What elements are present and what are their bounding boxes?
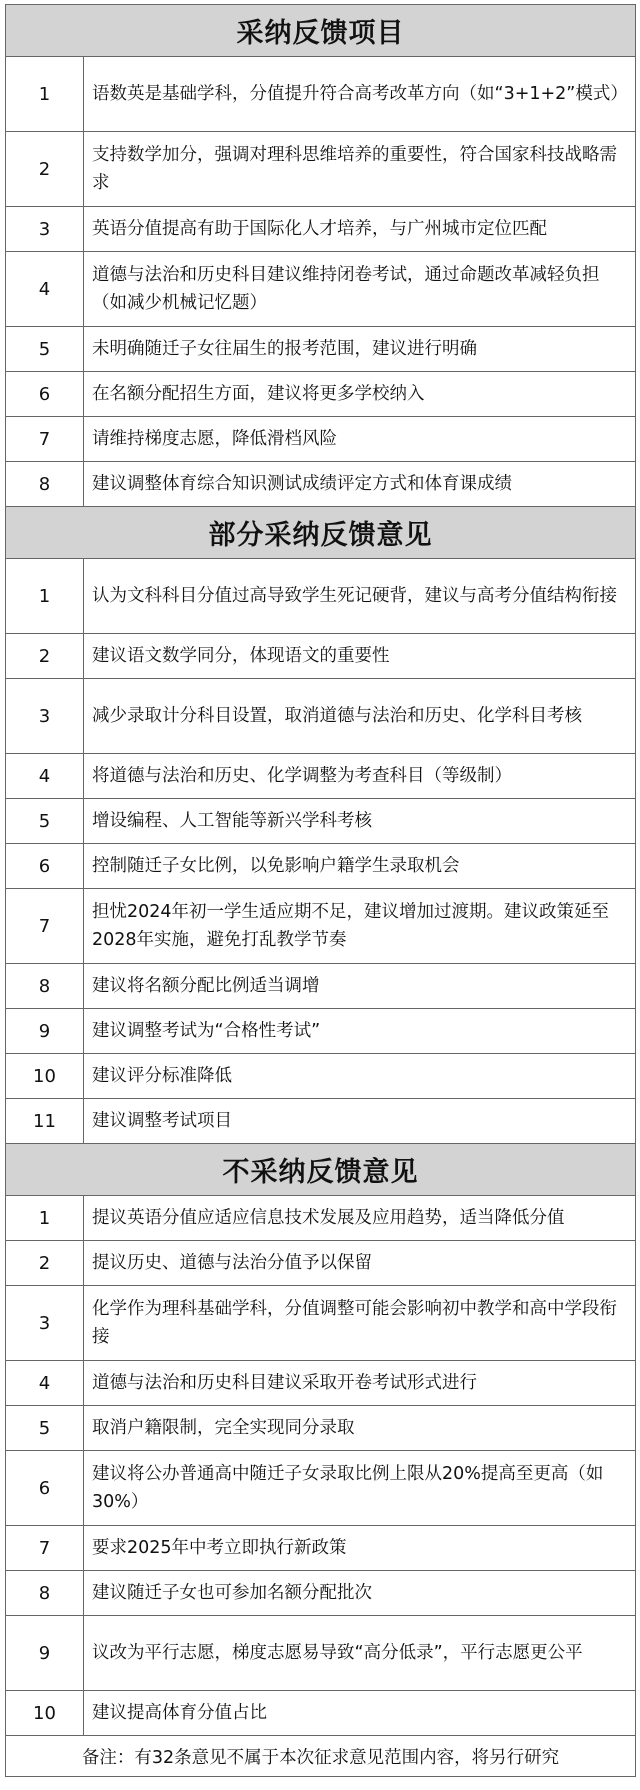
row-number: 3 bbox=[6, 1286, 84, 1361]
table-row bbox=[6, 1616, 636, 1691]
table-row bbox=[6, 1286, 636, 1361]
table-row bbox=[6, 1196, 636, 1241]
row-number: 6 bbox=[6, 1451, 84, 1526]
row-number: 8 bbox=[6, 964, 84, 1009]
table-row bbox=[6, 252, 636, 327]
table-row bbox=[6, 57, 636, 132]
row-text: 道德与法治和历史科目建议采取开卷考试形式进行 bbox=[84, 1361, 636, 1406]
row-number: 9 bbox=[6, 1616, 84, 1691]
table-row bbox=[6, 1099, 636, 1144]
row-text: 语数英是基础学科，分值提升符合高考改革方向（如“3+1+2”模式） bbox=[84, 57, 636, 132]
row-number: 7 bbox=[6, 417, 84, 462]
row-number: 10 bbox=[6, 1054, 84, 1099]
row-number: 3 bbox=[6, 679, 84, 754]
row-number: 4 bbox=[6, 252, 84, 327]
section-title: 不采纳反馈意见 bbox=[6, 1144, 636, 1196]
row-number: 2 bbox=[6, 132, 84, 207]
table-row bbox=[6, 1241, 636, 1286]
table-row bbox=[6, 1571, 636, 1616]
section-adopted-header-row bbox=[6, 5, 636, 57]
row-number: 1 bbox=[6, 1196, 84, 1241]
table-row bbox=[6, 1691, 636, 1736]
row-number: 2 bbox=[6, 634, 84, 679]
row-text: 控制随迁子女比例，以免影响户籍学生录取机会 bbox=[84, 844, 636, 889]
row-number: 8 bbox=[6, 1571, 84, 1616]
row-text: 将道德与法治和历史、化学调整为考查科目（等级制） bbox=[84, 754, 636, 799]
table-row bbox=[6, 799, 636, 844]
table-row bbox=[6, 1009, 636, 1054]
row-number: 1 bbox=[6, 559, 84, 634]
row-text: 建议将公办普通高中随迁子女录取比例上限从20%提高至更高（如30%） bbox=[84, 1451, 636, 1526]
row-number: 3 bbox=[6, 207, 84, 252]
row-text: 认为文科科目分值过高导致学生死记硬背，建议与高考分值结构衔接 bbox=[84, 559, 636, 634]
row-text: 提议英语分值应适应信息技术发展及应用趋势，适当降低分值 bbox=[84, 1196, 636, 1241]
section-not-adopted-header-row bbox=[6, 1144, 636, 1196]
row-text: 请维持梯度志愿，降低滑档风险 bbox=[84, 417, 636, 462]
feedback-table-body bbox=[6, 5, 636, 1777]
row-text: 支持数学加分，强调对理科思维培养的重要性，符合国家科技战略需求 bbox=[84, 132, 636, 207]
row-text: 道德与法治和历史科目建议维持闭卷考试，通过命题改革减轻负担（如减少机械记忆题） bbox=[84, 252, 636, 327]
row-number: 10 bbox=[6, 1691, 84, 1736]
row-text: 担忧2024年初一学生适应期不足，建议增加过渡期。建议政策延至2028年实施，避免打乱教学节奏 bbox=[84, 889, 636, 964]
table-row bbox=[6, 207, 636, 252]
table-row bbox=[6, 559, 636, 634]
row-number: 7 bbox=[6, 889, 84, 964]
row-number: 2 bbox=[6, 1241, 84, 1286]
footnote-row bbox=[6, 1736, 636, 1777]
row-number: 8 bbox=[6, 462, 84, 507]
table-row bbox=[6, 754, 636, 799]
table-row bbox=[6, 132, 636, 207]
row-number: 4 bbox=[6, 754, 84, 799]
section-partially-adopted-header-row bbox=[6, 507, 636, 559]
row-text: 建议调整考试为“合格性考试” bbox=[84, 1009, 636, 1054]
row-number: 1 bbox=[6, 57, 84, 132]
row-number: 6 bbox=[6, 844, 84, 889]
row-text: 建议随迁子女也可参加名额分配批次 bbox=[84, 1571, 636, 1616]
feedback-table bbox=[5, 4, 636, 1777]
table-row bbox=[6, 1451, 636, 1526]
row-text: 建议评分标准降低 bbox=[84, 1054, 636, 1099]
table-row bbox=[6, 844, 636, 889]
row-number: 4 bbox=[6, 1361, 84, 1406]
table-row bbox=[6, 964, 636, 1009]
row-text: 取消户籍限制，完全实现同分录取 bbox=[84, 1406, 636, 1451]
row-number: 11 bbox=[6, 1099, 84, 1144]
section-title: 部分采纳反馈意见 bbox=[6, 507, 636, 559]
row-number: 6 bbox=[6, 372, 84, 417]
footnote: 备注：有32条意见不属于本次征求意见范围内容，将另行研究 bbox=[6, 1736, 636, 1777]
row-text: 建议将名额分配比例适当调增 bbox=[84, 964, 636, 1009]
row-text: 建议提高体育分值占比 bbox=[84, 1691, 636, 1736]
table-row bbox=[6, 1406, 636, 1451]
table-row bbox=[6, 1054, 636, 1099]
row-text: 在名额分配招生方面，建议将更多学校纳入 bbox=[84, 372, 636, 417]
table-row bbox=[6, 679, 636, 754]
row-text: 增设编程、人工智能等新兴学科考核 bbox=[84, 799, 636, 844]
row-text: 提议历史、道德与法治分值予以保留 bbox=[84, 1241, 636, 1286]
row-text: 未明确随迁子女往届生的报考范围，建议进行明确 bbox=[84, 327, 636, 372]
row-number: 5 bbox=[6, 327, 84, 372]
table-row bbox=[6, 417, 636, 462]
row-text: 建议调整体育综合知识测试成绩评定方式和体育课成绩 bbox=[84, 462, 636, 507]
row-text: 议改为平行志愿，梯度志愿易导致“高分低录”，平行志愿更公平 bbox=[84, 1616, 636, 1691]
table-row bbox=[6, 1526, 636, 1571]
row-number: 7 bbox=[6, 1526, 84, 1571]
row-text: 要求2025年中考立即执行新政策 bbox=[84, 1526, 636, 1571]
table-row bbox=[6, 462, 636, 507]
table-row bbox=[6, 327, 636, 372]
section-title: 采纳反馈项目 bbox=[6, 5, 636, 57]
feedback-document bbox=[5, 4, 635, 1777]
table-row bbox=[6, 372, 636, 417]
row-text: 建议调整考试项目 bbox=[84, 1099, 636, 1144]
table-row bbox=[6, 634, 636, 679]
row-number: 5 bbox=[6, 799, 84, 844]
row-number: 5 bbox=[6, 1406, 84, 1451]
row-text: 化学作为理科基础学科，分值调整可能会影响初中教学和高中学段衔接 bbox=[84, 1286, 636, 1361]
row-number: 9 bbox=[6, 1009, 84, 1054]
table-row bbox=[6, 889, 636, 964]
table-row bbox=[6, 1361, 636, 1406]
row-text: 减少录取计分科目设置，取消道德与法治和历史、化学科目考核 bbox=[84, 679, 636, 754]
row-text: 建议语文数学同分，体现语文的重要性 bbox=[84, 634, 636, 679]
row-text: 英语分值提高有助于国际化人才培养，与广州城市定位匹配 bbox=[84, 207, 636, 252]
